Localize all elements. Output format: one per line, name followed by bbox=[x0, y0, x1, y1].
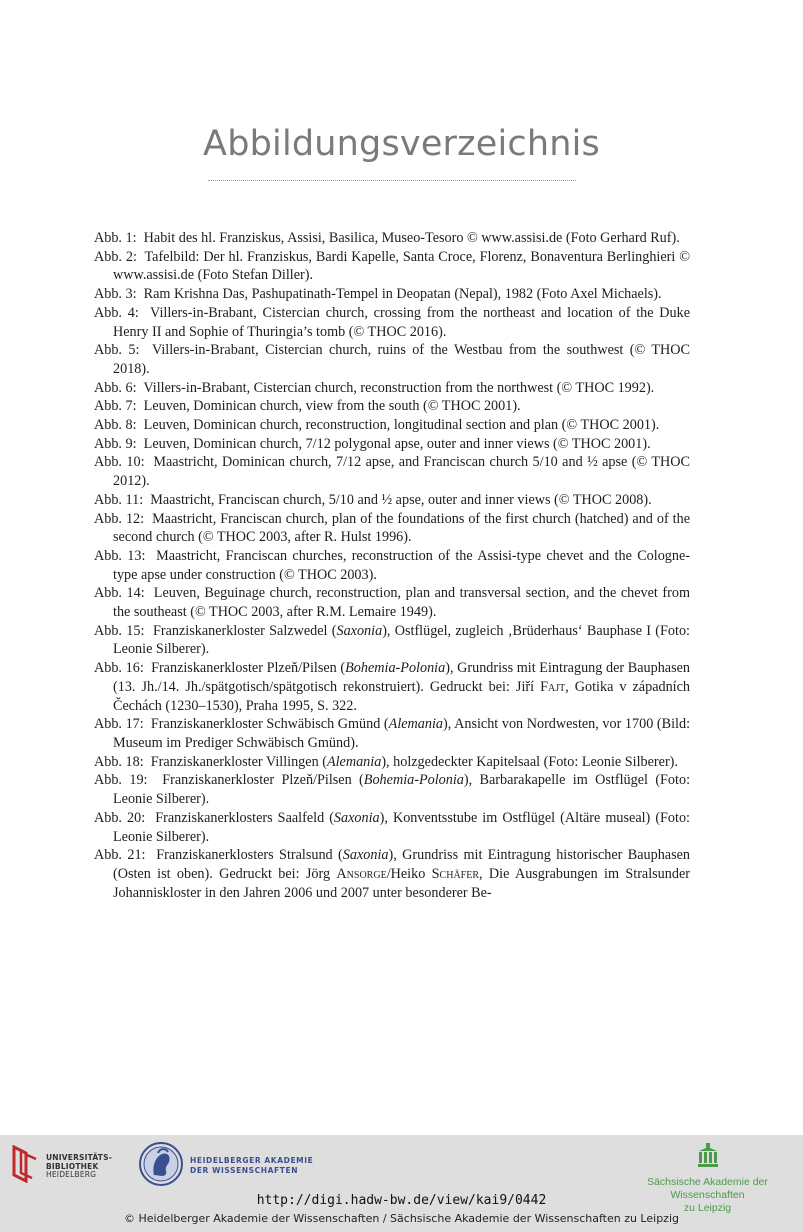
figure-label: Abb. 3: bbox=[94, 286, 137, 303]
figure-entry bbox=[94, 809, 690, 846]
figure-caption: , Gotika v západních Čechách (1230–1530), Praha 1995, S. 322. bbox=[113, 678, 691, 714]
figure-label: Abb. 17: bbox=[94, 716, 144, 733]
figure-label: Abb. 7: bbox=[94, 398, 137, 415]
source-url-link[interactable]: http://digi.hadw-bw.de/view/kai9/0442 bbox=[256, 1193, 547, 1208]
ub-heidelberg-logo[interactable] bbox=[10, 1142, 120, 1186]
author-name: Schäfer bbox=[431, 865, 479, 882]
figure-entry bbox=[94, 771, 690, 808]
figure-label: Abb. 6: bbox=[94, 379, 137, 396]
figure-caption: Franziskanerkloster Schwäbisch Gmünd ( bbox=[150, 716, 389, 733]
copyright-notice: © Heidelberger Akademie der Wissenschaften / Sächsische Akademie der Wissenschaften zu Leipzig bbox=[123, 1212, 679, 1225]
figure-caption: ), Grundriss mit Eintragung historischer Bauphasen (Osten ist oben). Gedruckt bei: Jörg bbox=[113, 847, 691, 882]
figure-caption: Franziskanerklosters Stralsund ( bbox=[156, 847, 343, 864]
figure-entry bbox=[94, 341, 690, 378]
figure-entry bbox=[94, 248, 690, 285]
figure-label: Abb. 12: bbox=[94, 510, 145, 527]
hadw-logo[interactable] bbox=[138, 1141, 338, 1191]
figure-caption: Franziskanerkloster Salzwedel ( bbox=[152, 622, 337, 639]
region-name: Bohemia-Polonia bbox=[345, 660, 446, 677]
figure-caption: Franziskanerkloster Plzeň/Pilsen ( bbox=[162, 772, 364, 789]
figure-entry bbox=[94, 753, 690, 772]
figure-caption: Maastricht, Dominican church, 7/12 apse, and Franciscan church 5/10 and ½ apse (© THOC 2012). bbox=[113, 454, 691, 490]
figure-caption: Villers-in-Brabant, Cistercian church, crossing from the northeast and location of the Duke Henry II and Sophie of Thuringia’s tomb (© THOC 2016). bbox=[113, 304, 691, 340]
figure-entry bbox=[94, 846, 690, 902]
figure-caption: ), Ostflügel, zugleich ‚Brüderhaus‘ Bauphase I (Foto: Leonie Silberer). bbox=[113, 622, 690, 658]
figure-label: Abb. 15: bbox=[94, 622, 145, 639]
figure-label: Abb. 16: bbox=[94, 660, 144, 677]
region-name: Alemania bbox=[326, 753, 382, 770]
figure-entry bbox=[94, 379, 690, 398]
figure-label: Abb. 19: bbox=[94, 772, 148, 789]
saw-building-icon bbox=[697, 1143, 719, 1167]
figure-caption: Franziskanerkloster Plzeň/Pilsen ( bbox=[151, 660, 346, 677]
figure-caption: Villers-in-Brabant, Cistercian church, reconstruction from the northwest (© THOC 1992). bbox=[143, 379, 655, 396]
hadw-logo-line2: DER WISSENSCHAFTEN bbox=[190, 1166, 299, 1175]
figure-caption: /Heiko bbox=[386, 865, 432, 882]
figure-entry bbox=[94, 453, 690, 490]
figure-caption: Tafelbild: Der hl. Franziskus, Bardi Kapelle, Santa Croce, Florenz, Bonaventura Berlinghieri © www.assisi.de (Foto Stefan Diller). bbox=[113, 248, 691, 284]
figure-caption: Franziskanerkloster Villingen ( bbox=[150, 753, 327, 770]
figure-label: Abb. 14: bbox=[94, 585, 145, 602]
figure-label: Abb. 13: bbox=[94, 547, 146, 564]
figure-label: Abb. 8: bbox=[94, 417, 137, 434]
figure-caption: Ram Krishna Das, Pashupatinath-Tempel in Deopatan (Nepal), 1982 (Foto Axel Michaels). bbox=[143, 286, 662, 303]
figure-caption: Maastricht, Franciscan church, plan of the foundations of the first church (hatched) and of the second church (© THOC 2003, after R. Hulst 1996). bbox=[113, 510, 690, 546]
figure-caption: , Die Ausgrabungen im Stralsunder Johanniskloster in den Jahren 2006 und 2007 unter besonderer Be- bbox=[113, 865, 690, 901]
figure-label: Abb. 2: bbox=[94, 248, 137, 265]
region-name: Alemania bbox=[388, 716, 444, 733]
figure-entry bbox=[94, 491, 690, 510]
figure-caption: ), Konventsstube im Ostflügel (Altäre museal) (Foto: Leonie Silberer). bbox=[113, 809, 691, 845]
figure-caption: Habit des hl. Franziskus, Assisi, Basilica, Museo-Tesoro © www.assisi.de (Foto Gerhard Ruf). bbox=[143, 230, 680, 246]
figure-entry bbox=[94, 416, 690, 435]
footer-bar bbox=[0, 1135, 803, 1232]
figure-caption: ), Ansicht von Nordwesten, vor 1700 (Bild: Museum im Prediger Schwäbisch Gmünd). bbox=[113, 716, 691, 751]
hadw-logo-line1: HEIDELBERGER AKADEMIE bbox=[190, 1156, 314, 1165]
figure-caption: ), holzgedeckter Kapitelsaal (Foto: Leonie Silberer). bbox=[381, 753, 678, 770]
page-title: Abbildungsverzeichnis bbox=[203, 124, 600, 164]
figure-label: Abb. 11: bbox=[94, 491, 144, 508]
figure-caption: Leuven, Dominican church, 7/12 polygonal apse, outer and inner views (© THOC 2001). bbox=[143, 435, 651, 452]
ub-logo-icon bbox=[10, 1145, 40, 1183]
figure-entry bbox=[94, 659, 690, 715]
author-name: Ansorge bbox=[336, 865, 387, 882]
figure-entry bbox=[94, 435, 690, 454]
region-name: Saxonia bbox=[342, 847, 389, 864]
figure-entry bbox=[94, 584, 690, 621]
figure-caption: Leuven, Beguinage church, reconstruction, plan and transversal section, and the chevet from the southeast (© THOC 2003, after R.M. Lemaire 1949). bbox=[113, 585, 691, 621]
figure-label: Abb. 1: bbox=[94, 230, 137, 246]
figure-entry bbox=[94, 547, 690, 584]
ub-logo-line3: HEIDELBERG bbox=[46, 1170, 97, 1179]
figure-entry bbox=[94, 397, 690, 416]
saw-logo-line2: zu Leipzig bbox=[683, 1202, 732, 1214]
saw-logo-line1: Sächsische Akademie der Wissenschaften bbox=[647, 1176, 768, 1201]
figure-label: Abb. 18: bbox=[94, 753, 144, 770]
figure-caption: Leuven, Dominican church, reconstruction, longitudinal section and plan (© THOC 2001). bbox=[143, 417, 660, 434]
region-name: Bohemia-Polonia bbox=[363, 772, 464, 789]
region-name: Saxonia bbox=[336, 622, 383, 639]
figure-entry bbox=[94, 622, 690, 659]
figure-entry bbox=[94, 715, 690, 752]
title-divider bbox=[208, 180, 576, 181]
figure-label: Abb. 10: bbox=[94, 454, 145, 471]
figure-caption: Leuven, Dominican church, view from the south (© THOC 2001). bbox=[143, 398, 521, 415]
figure-caption: Villers-in-Brabant, Cistercian church, ruins of the Westbau from the southwest (© THOC 2018). bbox=[113, 342, 691, 377]
figure-entry bbox=[94, 229, 690, 248]
figure-entry bbox=[94, 510, 690, 547]
ub-logo-line2: BIBLIOTHEK bbox=[46, 1161, 99, 1171]
figure-label: Abb. 9: bbox=[94, 435, 137, 452]
figure-caption: Maastricht, Franciscan church, 5/10 and ½ apse, outer and inner views (© THOC 2008). bbox=[150, 491, 652, 508]
athena-seal-icon bbox=[138, 1141, 184, 1187]
figure-label: Abb. 5: bbox=[94, 342, 140, 359]
figure-caption: ), Grundriss mit Eintragung der Bauphasen (13. Jh./14. Jh./spätgotisch/spätgotisch rekonstruiert). Gedruckt bei: Jiří bbox=[113, 660, 691, 695]
figure-entry bbox=[94, 304, 690, 341]
figure-label: Abb. 21: bbox=[94, 847, 146, 864]
ub-logo-line1: UNIVERSITÄTS- bbox=[46, 1153, 113, 1162]
figure-caption: ), Barbarakapelle im Ostflügel (Foto: Leonie Silberer). bbox=[113, 772, 691, 808]
region-name: Saxonia bbox=[333, 809, 380, 826]
figure-label: Abb. 4: bbox=[94, 304, 139, 321]
figure-list bbox=[94, 229, 690, 902]
figure-caption: Maastricht, Franciscan churches, reconstruction of the Assisi-type chevet and the Cologne-type apse under construction (© THOC 2003). bbox=[113, 547, 690, 583]
author-name: Fajt bbox=[540, 678, 566, 695]
figure-entry bbox=[94, 285, 690, 304]
figure-label: Abb. 20: bbox=[94, 809, 146, 826]
figure-caption: Franziskanerklosters Saalfeld ( bbox=[155, 809, 334, 826]
